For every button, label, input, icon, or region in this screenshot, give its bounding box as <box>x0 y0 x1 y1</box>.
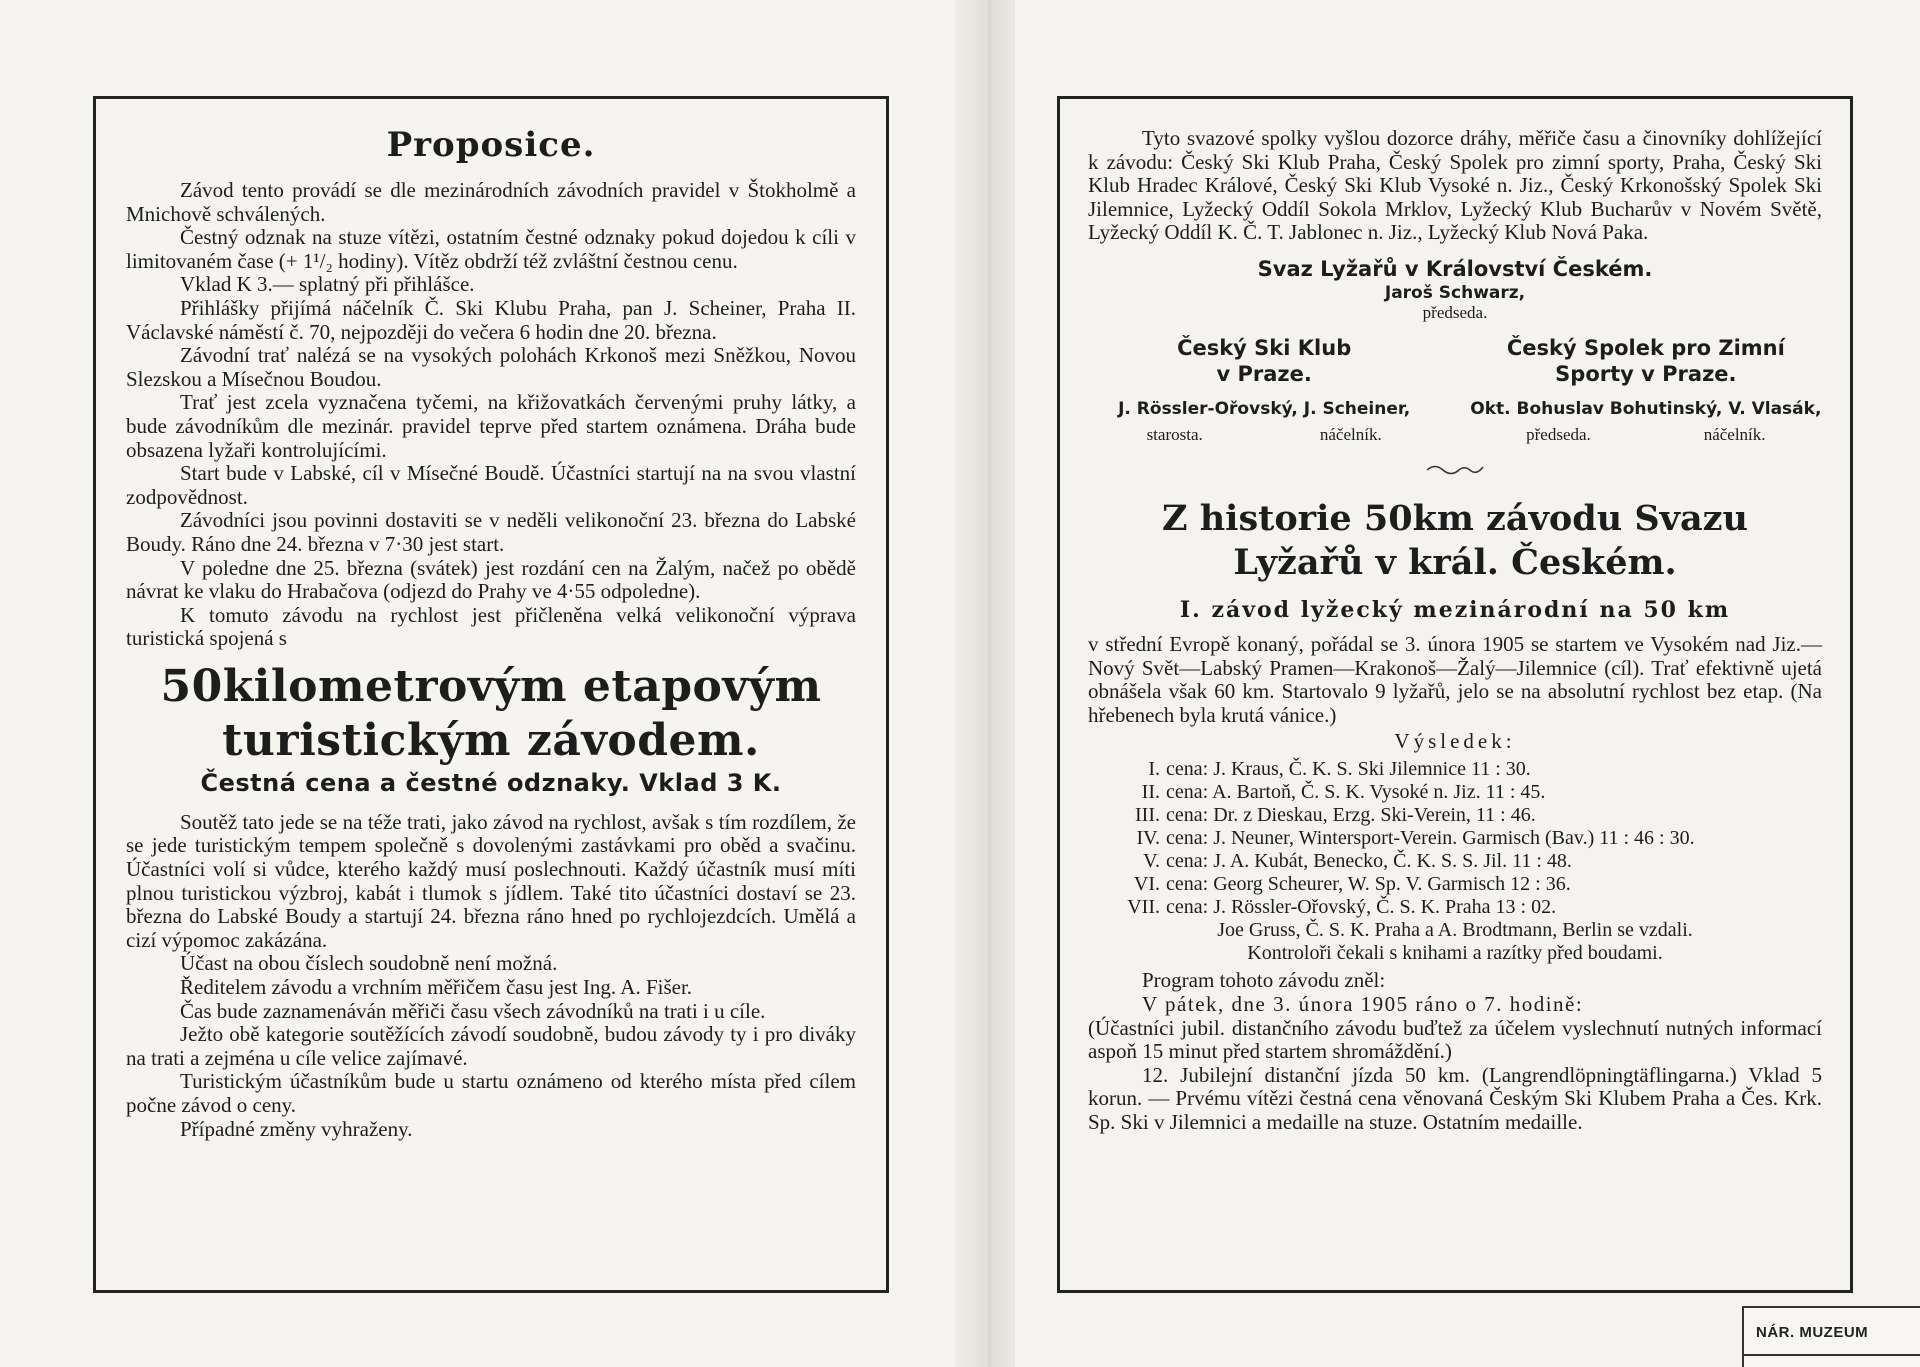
right-page <box>1015 0 1920 1367</box>
result-entry: cena: A. Bartoň, Č. S. K. Vysoké n. Jiz. 11 : 45. <box>1166 781 1546 804</box>
results-note: Joe Gruss, Č. S. K. Praha a A. Brodtmann, Berlin se vzdali. <box>1217 919 1693 942</box>
paragraph: Účast na obou číslech soudobně není možná. <box>180 951 558 976</box>
result-entry: cena: J. A. Kubát, Benecko, Č. K. S. S. Jil. 11 : 48. <box>1166 850 1572 873</box>
club-cesky-spolek <box>1470 335 1822 445</box>
result-row <box>1088 873 1822 896</box>
club-name-line-1: Český Ski Klub <box>1177 335 1352 360</box>
right-page-frame <box>1057 96 1853 1293</box>
result-rank: II. <box>1141 781 1160 804</box>
paragraph: Start bude v Labské, cíl v Mísečné Boudě. Účastníci startují na na svou vlastní zodpovědnost. <box>126 461 856 509</box>
paragraph: Trať jest zcela vyznačena tyčemi, na křižovatkách červenými pruhy látky, a bude závodníkům dle mezinár. pravidel teprve před startem oznámena. Dráha bude obsazena lyžaři kontrolujícími. <box>126 390 856 462</box>
paragraph: Vklad K 3.— splatný při přihlášce. <box>180 272 475 297</box>
race-description: v střední Evropě konaný, pořádal se 3. února 1905 se startem ve Vysokém nad Jiz.—Nový Svět—Labský Pramen—Krakonoš—Žalý—Jilemnice (cíl). Trať efektivně ujetá obnášela však 60 km. Startovalo 9 lyžařů, jelo se na absolutní rychlost bez etap. (Na hřebenech byla krutá vánice.) <box>1088 631 1822 727</box>
ornament-icon <box>1088 457 1822 483</box>
museum-stamp-text: NÁR. MUZEUM <box>1756 1324 1869 1341</box>
result-row <box>1088 850 1822 873</box>
intro-paragraph: Tyto svazové spolky vyšlou dozorce dráhy, měřiče času a činovníky dohlížející k závodu: Český Ski Klub Praha, Český Spolek pro zimní sporty, Praha, Český Ski Klub Hradec Králové, Český Ski Klub Vysoké n. Jiz., Český Krkonošský Spolek Ski Jilemnice, Lyžecký Oddíl Sokola Mrklov, Lyžecký Klub Bucharův v Novém Světě, Lyžecký Oddíl K. Č. T. Jablonec n. Jiz., Lyžecký Klub Nová Paka. <box>1088 126 1822 245</box>
union-name: Svaz Lyžařů v Království Českém. <box>1257 256 1653 281</box>
section-title-proposice: Proposice. <box>386 125 596 165</box>
result-entry: cena: J. Rössler-Ořovský, Č. S. K. Praha 13 : 02. <box>1166 896 1557 919</box>
paragraph: Případné změny vyhraženy. <box>180 1116 413 1141</box>
result-row <box>1088 827 1822 850</box>
left-page-frame <box>93 96 889 1293</box>
history-title-line-2: Lyžařů v král. Českém. <box>1233 541 1677 583</box>
results-heading: Výsledek: <box>1394 729 1516 754</box>
paragraph: Soutěž tato jede se na téže trati, jako závod na rychlost, avšak s tím rozdílem, že se jede turistickým tempem společně s dovolenými zastávkami pro oběd a svačinu. Účastníci volí si vůdce, kterého každý musí poslechnouti. Každý účastník musí míti plnou turistickou výzbroj, kabát i tlumok s jídlem. Také tito účastníci dostaví se 23. března do Labské Boudy a startují 24. března ráno hned po rychlojezdcích. Umělá a cizí výpomoc zakázána. <box>126 809 856 952</box>
role-label: náčelník. <box>1703 424 1766 444</box>
result-row <box>1088 781 1822 804</box>
paragraph: K tomuto závodu na rychlost jest přičleněna velká velikonoční výprava turistická spojená s <box>126 602 856 651</box>
club-roles <box>1088 425 1440 445</box>
paragraph: Závodníci jsou povinni dostaviti se v neděli velikonoční 23. března do Labské Boudy. Ráno dne 24. března v 7·30 jest start. <box>126 508 856 556</box>
program-item: 12. Jubilejní distanční jízda 50 km. (Langrendlöpningtäflingarna.) Vklad 5 korun. — Prvému vítězi čestná cena věnovaná Českým Ski Klubem Praha a Čes. Krk. Sp. Ski v Jilemnici a medaille na stuze. Ostatním medaille. <box>1088 1062 1822 1134</box>
museum-stamp <box>1742 1306 1920 1367</box>
result-row <box>1088 804 1822 827</box>
paragraph: Závod tento provádí se dle mezinárodních závodních pravidel v Štokholmě a Mnichově schválených. <box>126 178 856 226</box>
union-chairman-role: předseda. <box>1422 302 1488 322</box>
race-title: I. závod lyžecký mezinárodní na 50 km <box>1179 596 1731 623</box>
program-heading: Program tohoto závodu zněl: <box>1142 968 1386 993</box>
union-chairman: Jaroš Schwarz, <box>1384 282 1526 303</box>
result-rank: I. <box>1148 758 1160 781</box>
club-name-line-1: Český Spolek pro Zimní <box>1506 335 1785 360</box>
results-note: Kontroloři čekali s knihami a razítky před boudami. <box>1247 942 1663 965</box>
result-rank: VII. <box>1127 896 1160 919</box>
paragraph: Závodní trať nalézá se na vysokých polohách Krkonoš mezi Sněžkou, Novou Slezskou a Mísečnou Boudou. <box>126 343 856 391</box>
club-signatures <box>1088 335 1822 445</box>
role-label: náčelník. <box>1319 424 1382 444</box>
result-entry: cena: Dr. z Dieskau, Erzg. Ski-Verein, 11 : 46. <box>1166 804 1536 827</box>
club-officials: J. Rössler-Ořovský, J. Scheiner, <box>1118 398 1411 419</box>
role-label: předseda. <box>1526 424 1591 444</box>
paragraph: V poledne dne 25. března (svátek) jest rozdání cen na Žalým, načež po obědě návrat ke vlaku do Hrabačova (odjezd do Prahy ve 4·55 odpoledne). <box>126 555 856 604</box>
club-roles <box>1470 425 1822 445</box>
history-title-line-1: Z historie 50km závodu Svazu <box>1161 497 1748 539</box>
role-label: starosta. <box>1146 424 1203 444</box>
club-cesky-ski-klub <box>1088 335 1440 445</box>
paragraph: Ředitelem závodu a vrchním měřičem času jest Ing. A. Fišer. <box>180 975 693 1000</box>
program-note: (Účastníci jubil. distančního závodu buďtež za účelem vyslechnutí nutných informací aspoň 15 minut před startem shromáždění.) <box>1088 1015 1822 1064</box>
result-entry: cena: Georg Scheurer, W. Sp. V. Garmisch 12 : 36. <box>1166 873 1571 896</box>
result-rank: V. <box>1143 850 1160 873</box>
club-name-line-2: v Praze. <box>1216 361 1312 386</box>
stamp-divider <box>1744 1354 1920 1356</box>
results-list <box>1088 758 1822 919</box>
result-entry: cena: J. Kraus, Č. K. S. Ski Jilemnice 11 : 30. <box>1166 758 1531 781</box>
paragraph: Turistickým účastníkům bude u startu oznámeno od kterého místa před cílem počne závod o ceny. <box>126 1069 856 1117</box>
paragraph: Čestný odznak na stuze vítězi, ostatním čestné odznaky pokud dojedou k cíli v limitovaném čase (+ 1¹/₂ hodiny). Vítěz obdrží též zvláštní čestnou cenu. <box>126 225 856 273</box>
paragraph: Čas bude zaznamenáván měřiči času všech závodníků na trati i u cíle. <box>180 998 766 1023</box>
club-name-line-2: Sporty v Praze. <box>1555 361 1737 386</box>
result-row <box>1088 896 1822 919</box>
tour-race-title-line-2: turistickým závodem. <box>222 714 760 766</box>
result-entry: cena: J. Neuner, Wintersport-Verein. Garmisch (Bav.) 11 : 46 : 30. <box>1166 827 1695 850</box>
result-row <box>1088 758 1822 781</box>
tour-race-subtitle: Čestná cena a čestné odznaky. Vklad 3 K. <box>200 768 782 797</box>
program-date: V pátek, dne 3. února 1905 ráno o 7. hodině: <box>1142 991 1584 1016</box>
result-rank: IV. <box>1136 827 1160 850</box>
paragraph: Ježto obě kategorie soutěžících závodí soudobně, budou závody ty i pro diváky na trati a zejména u cíle velice zajímavé. <box>126 1022 856 1070</box>
result-rank: VI. <box>1133 873 1160 896</box>
tour-race-title-line-1: 50kilometrovým etapovým <box>160 660 822 712</box>
result-rank: III. <box>1135 804 1160 827</box>
club-officials: Okt. Bohuslav Bohutinský, V. Vlasák, <box>1470 398 1822 419</box>
paragraph: Přihlášky přijímá náčelník Č. Ski Klubu Praha, pan J. Scheiner, Praha II. Václavské náměstí č. 70, nejpozději do večera 6 hodin dne 20. března. <box>126 295 856 344</box>
